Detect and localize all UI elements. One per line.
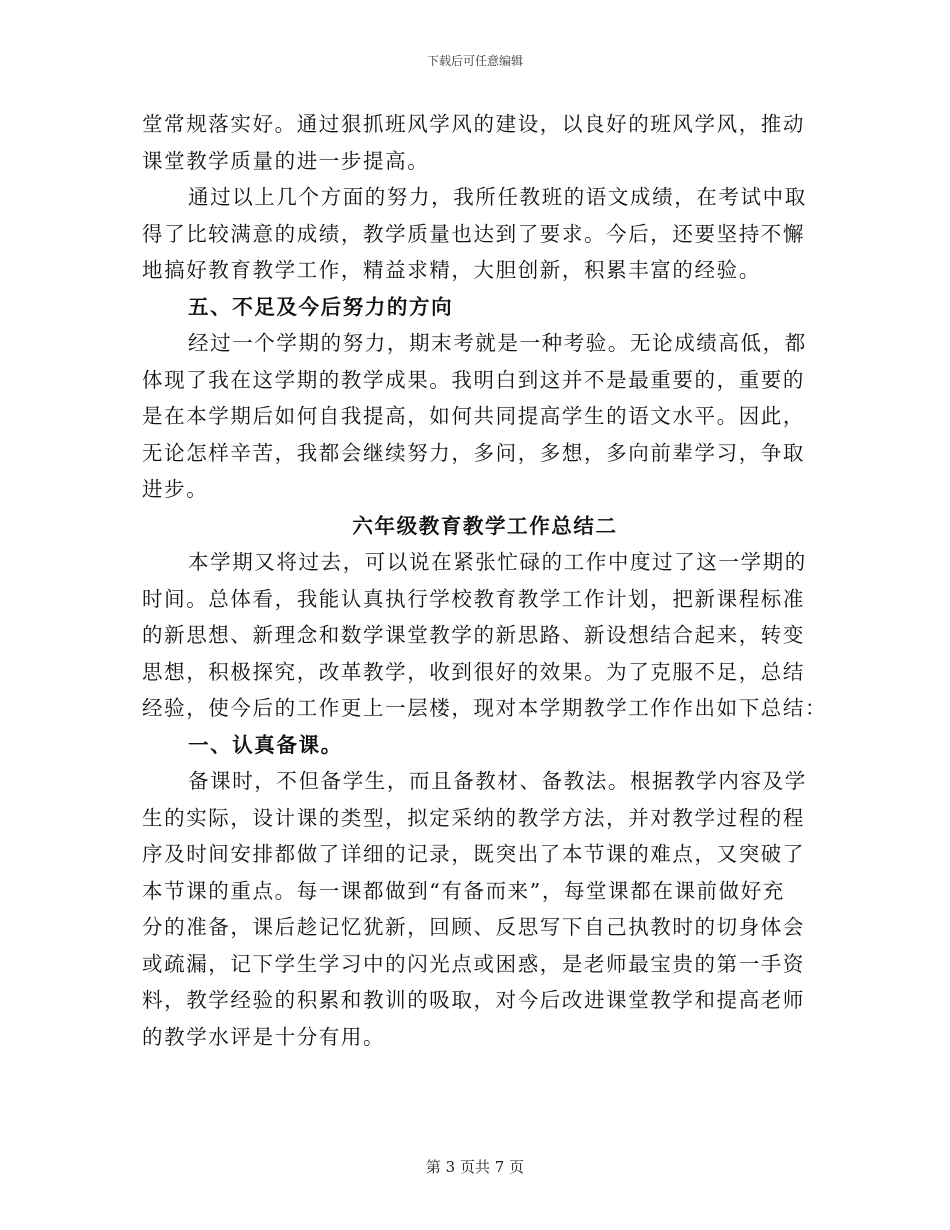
section-heading xyxy=(142,727,810,764)
page-footer: 第 3 页共 7 页 xyxy=(425,1158,525,1176)
heading-text: 五、不足及今后努力的方向 xyxy=(188,294,454,319)
paragraph xyxy=(142,179,810,289)
document-body xyxy=(142,106,828,1055)
text-line: 经验，使今后的工作更上一层楼，现对本学期教学工作作出如下总结： xyxy=(142,696,828,720)
text-line: 是在本学期后如何自我提高，如何共同提高学生的语文水平。因此， xyxy=(142,404,805,428)
text-line: 本学期又将过去，可以说在紧张忙碌的工作中度过了这一学期的 xyxy=(188,550,807,574)
text-line: 得了比较满意的成绩，教学质量也达到了要求。今后，还要坚持不懈 xyxy=(142,221,805,246)
paragraph xyxy=(142,325,810,508)
section-heading xyxy=(142,289,810,326)
text-line: 课堂教学质量的进一步提高。 xyxy=(142,148,430,173)
text-line: 料，教学经验的积累和教训的吸取，对今后改进课堂教学和提高老师 xyxy=(142,988,805,1012)
text-line: 时间。总体看，我能认真执行学校教育教学工作计划，把新课程标准 xyxy=(142,586,805,611)
paragraph xyxy=(142,544,828,727)
text-line: 无论怎样辛苦，我都会继续努力，多问，多想，多向前辈学习，争取 xyxy=(142,440,805,465)
text-line: 本节课的重点。每一课都做到“有备而来”，每堂课都在课前做好充 xyxy=(142,878,785,903)
text-line: 思想，积极探究，改革教学，收到很好的效果。为了克服不足，总结 xyxy=(142,659,805,684)
text-line: 体现了我在这学期的教学成果。我明白到这并不是最重要的，重要的 xyxy=(142,367,805,392)
page-header: 下载后可任意编辑 xyxy=(426,54,523,68)
text-line: 经过一个学期的努力，期末考就是一种考验。无论成绩高低，都 xyxy=(188,331,807,355)
text-line: 或疏漏，记下学生学习中的闪光点或困惑，是老师最宝贵的第一手资 xyxy=(142,951,805,976)
title-text: 六年级教育教学工作总结二 xyxy=(352,513,618,538)
document-title xyxy=(142,508,810,545)
text-line: 通过以上几个方面的努力，我所任教班的语文成绩，在考试中取 xyxy=(188,185,807,209)
text-line: 生的实际，设计课的类型，拟定采纳的教学方法，并对教学过程的程 xyxy=(142,805,805,830)
heading-text: 一、认真备课。 xyxy=(188,732,343,757)
text-line: 分的准备，课后趁记忆犹新，回顾、反思写下自己执教时的切身体会 xyxy=(142,915,805,939)
text-line: 的教学水评是十分有用。 xyxy=(142,1024,386,1049)
text-line: 进步。 xyxy=(142,477,209,501)
paragraph xyxy=(142,763,810,1055)
text-line: 堂常规落实好。通过狠抓班风学风的建设，以良好的班风学风，推动 xyxy=(142,112,805,136)
text-line: 序及时间安排都做了详细的记录，既突出了本节课的难点，又突破了 xyxy=(142,842,805,866)
text-line: 的新思想、新理念和数学课堂教学的新思路、新设想结合起来，转变 xyxy=(142,623,805,647)
text-line: 备课时，不但备学生，而且备教材、备教法。根据教学内容及学 xyxy=(188,769,807,793)
text-line: 地搞好教育教学工作，精益求精，大胆创新，积累丰富的经验。 xyxy=(142,258,761,282)
paragraph xyxy=(142,106,810,179)
